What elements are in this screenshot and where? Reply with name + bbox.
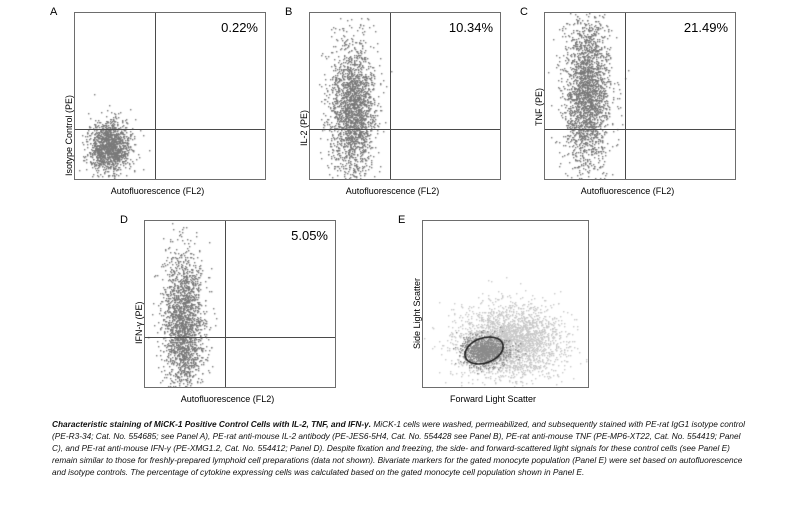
- panel-d-percentage: 5.05%: [291, 228, 328, 243]
- panel-d-y-axis-label: IFN-γ (PE): [134, 301, 144, 344]
- panel-c-letter: C: [520, 6, 528, 18]
- panel-b-plot: [309, 12, 501, 180]
- panel-a-quadrant-horizontal: [75, 129, 265, 130]
- panel-e-x-axis-label: Forward Light Scatter: [449, 394, 537, 404]
- panel-c-plot: [544, 12, 736, 180]
- panel-d-scatter-canvas: [145, 221, 335, 387]
- panel-c-scatter-canvas: [545, 13, 735, 179]
- panel-a: [50, 6, 265, 201]
- panel-c-y-axis-label: TNF (PE): [534, 88, 544, 126]
- panel-c: [520, 6, 735, 201]
- panel-b-x-axis-label: Autofluorescence (FL2): [345, 186, 440, 196]
- panel-e-scatter-canvas: [423, 221, 588, 387]
- panel-b-quadrant-vertical: [390, 13, 391, 179]
- panel-a-x-axis-label: Autofluorescence (FL2): [110, 186, 205, 196]
- panel-b-percentage: 10.34%: [448, 20, 493, 35]
- panel-d: [120, 214, 335, 409]
- panel-b-y-axis-label: IL-2 (PE): [299, 109, 309, 146]
- panel-c-x-axis-label: Autofluorescence (FL2): [580, 186, 675, 196]
- panel-b-scatter-canvas: [310, 13, 500, 179]
- panel-c-percentage: 21.49%: [683, 20, 728, 35]
- panel-a-letter: A: [50, 6, 58, 18]
- panel-a-scatter-canvas: [75, 13, 265, 179]
- panel-c-quadrant-vertical: [625, 13, 626, 179]
- panel-b-letter: B: [285, 6, 293, 18]
- panel-d-letter: D: [120, 214, 128, 226]
- panel-e-letter: E: [398, 214, 406, 226]
- panel-b-quadrant-horizontal: [310, 129, 500, 130]
- panel-a-quadrant-vertical: [155, 13, 156, 179]
- panel-d-plot: [144, 220, 336, 388]
- panel-d-x-axis-label: Autofluorescence (FL2): [180, 394, 275, 404]
- panel-e: [398, 214, 613, 409]
- panel-a-plot: [74, 12, 266, 180]
- panel-a-percentage: 0.22%: [221, 20, 258, 35]
- panel-a-y-axis-label: Isotype Control (PE): [64, 94, 74, 176]
- figure-caption: [52, 418, 752, 478]
- panel-c-quadrant-horizontal: [545, 129, 735, 130]
- panel-b: [285, 6, 500, 201]
- panel-e-plot: [422, 220, 589, 388]
- panel-d-quadrant-horizontal: [145, 337, 335, 338]
- figure-caption-lead: Characteristic staining of MiCK-1 Positive Control Cells with IL-2, TNF, and IFN-γ.: [52, 419, 372, 429]
- panel-e-y-axis-label: Side Light Scatter: [412, 277, 422, 349]
- figure-caption-body: MiCK-1 cells were washed, permeabilized, and subsequently stained with PE-rat IgG1 isotype control (PE-R3-34; Cat. No. 554685; see Panel A), PE-rat anti-mouse IL-2 antibody (PE-JES6-5H4, Cat. No. 554428 see Panel B), PE-rat anti-mouse TNF (PE-MP6-XT22, Cat. No. 554419; Panel C), and PE-rat anti-mouse IFN-γ (PE-XMG1.2, Cat. No. 554412; Panel D). Despite fixation and freezing, the side- and forward-scattered light signals for these control cells (see Panel E) remain similar to those for freshly-prepared lymphoid cell preparations (data not shown). Bivariate markers for the gated monocyte population (Panel E) were set based on autofluorescence and isotype controls. The percentage of cytokine expressing cells was calculated based on the gated monocyte cell population shown in Panel E.: [52, 419, 746, 478]
- panel-d-quadrant-vertical: [225, 221, 226, 387]
